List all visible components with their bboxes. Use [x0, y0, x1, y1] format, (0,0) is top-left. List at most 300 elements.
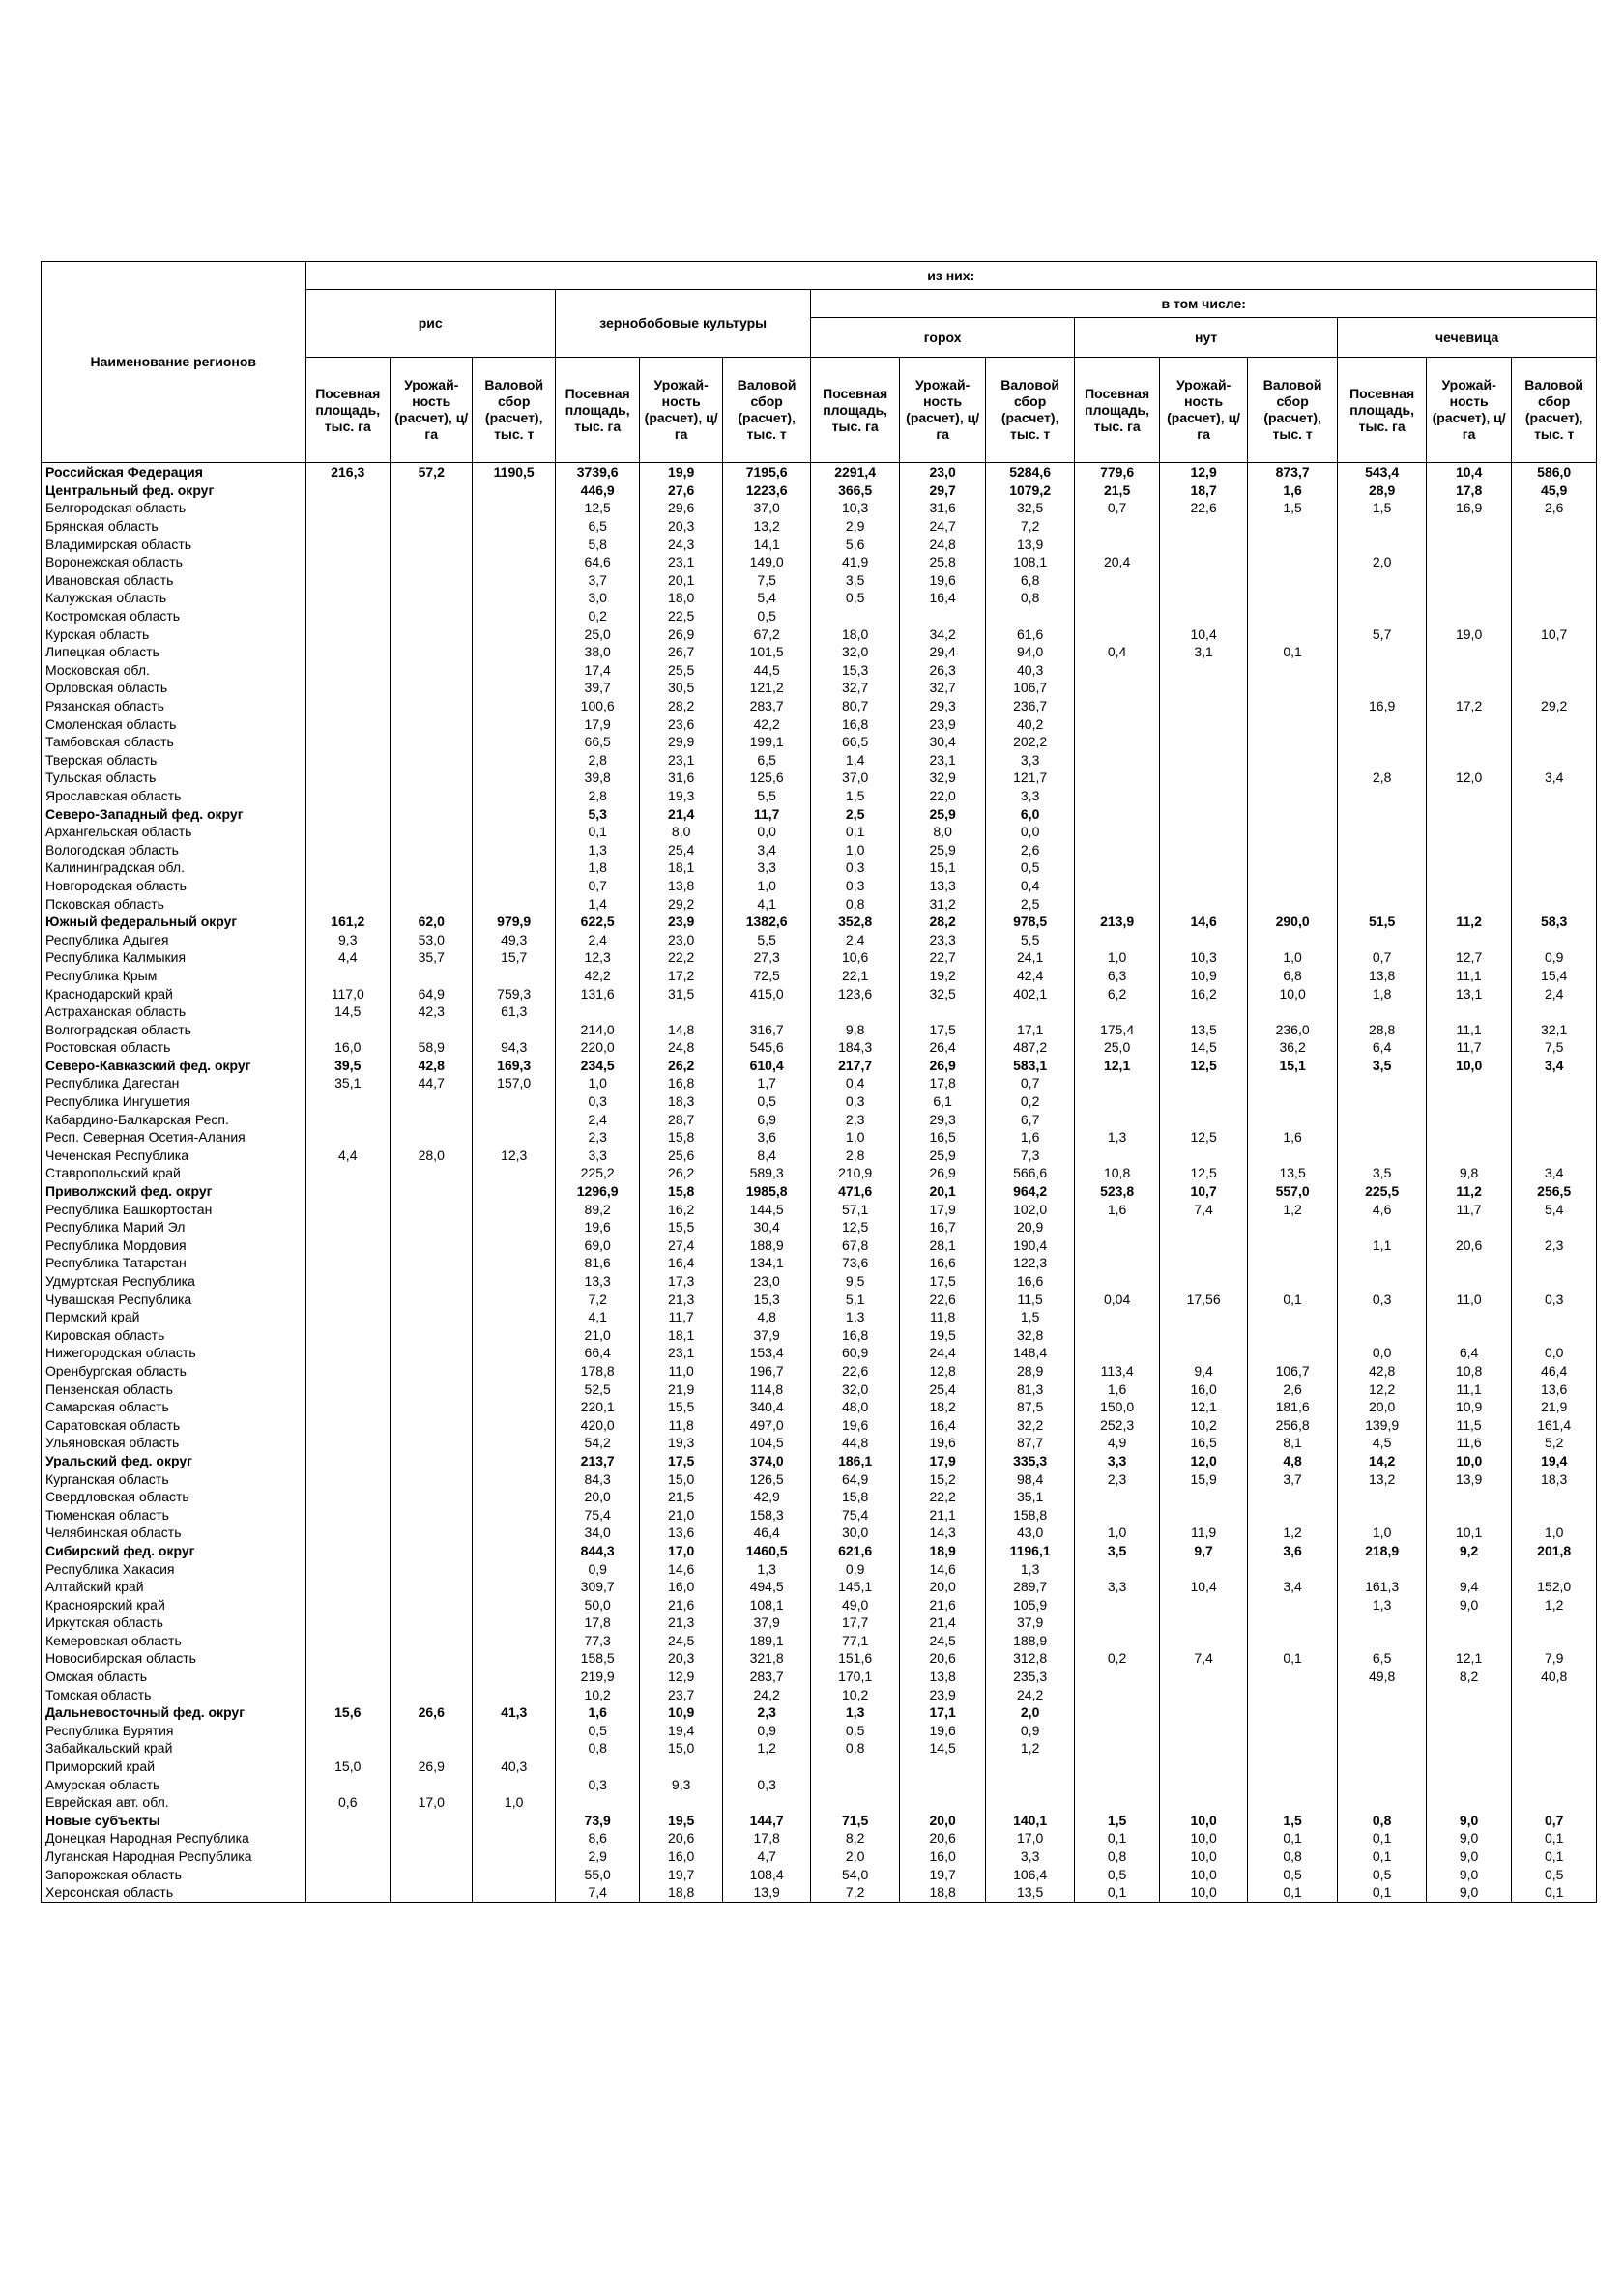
value-cell: 1,6: [555, 1703, 639, 1722]
value-cell: 0,5: [555, 1722, 639, 1740]
value-cell: [1426, 858, 1511, 877]
value-cell: 5,5: [986, 930, 1075, 948]
value-cell: 67,8: [811, 1236, 900, 1255]
value-cell: 98,4: [986, 1469, 1075, 1488]
value-cell: 15,3: [811, 661, 900, 680]
value-cell: 366,5: [811, 481, 900, 500]
table-row: [42, 1020, 1597, 1038]
value-cell: [305, 1847, 390, 1866]
value-cell: [1247, 571, 1338, 590]
value-cell: [473, 1469, 555, 1488]
value-cell: [473, 1200, 555, 1218]
region-name-cell: Запорожская область: [42, 1865, 306, 1883]
table-row: [42, 1578, 1597, 1596]
value-cell: 11,2: [1426, 1182, 1511, 1201]
table-row: [42, 1793, 1597, 1812]
value-cell: [473, 589, 555, 607]
value-cell: [1160, 1739, 1248, 1758]
value-cell: 4,1: [722, 894, 811, 913]
value-cell: [305, 894, 390, 913]
value-cell: 0,5: [1338, 1865, 1427, 1883]
region-name-cell: Кабардино-Балкарская Респ.: [42, 1110, 306, 1128]
value-cell: [391, 787, 473, 805]
value-cell: [1247, 1308, 1338, 1326]
value-cell: 2,6: [986, 840, 1075, 858]
table-row: [42, 607, 1597, 625]
value-cell: [391, 1685, 473, 1703]
value-cell: [1338, 1326, 1427, 1345]
value-cell: 21,0: [555, 1326, 639, 1345]
value-cell: 15,5: [640, 1398, 722, 1416]
value-cell: 5,7: [1338, 625, 1427, 643]
value-cell: 55,0: [555, 1865, 639, 1883]
value-cell: 32,0: [811, 1380, 900, 1398]
value-cell: [1160, 1758, 1248, 1776]
value-cell: 19,3: [640, 1434, 722, 1452]
value-cell: [473, 1847, 555, 1866]
value-cell: [1426, 1505, 1511, 1524]
value-cell: [391, 1020, 473, 1038]
value-cell: 1,0: [1338, 1524, 1427, 1542]
value-cell: 9,0: [1426, 1865, 1511, 1883]
value-cell: 18,0: [640, 589, 722, 607]
value-cell: [1247, 823, 1338, 841]
value-cell: 161,2: [305, 913, 390, 931]
value-cell: 19,6: [899, 571, 985, 590]
value-cell: [1074, 1703, 1159, 1722]
region-name-cell: Ивановская область: [42, 571, 306, 590]
value-cell: 2,3: [1074, 1469, 1159, 1488]
table-row: [42, 1469, 1597, 1488]
value-cell: [391, 625, 473, 643]
value-cell: 23,0: [640, 930, 722, 948]
value-cell: 32,2: [986, 1415, 1075, 1434]
value-cell: 1,0: [1247, 948, 1338, 967]
value-cell: 2,3: [811, 1110, 900, 1128]
value-cell: 23,6: [640, 714, 722, 733]
value-cell: [391, 714, 473, 733]
value-cell: 23,1: [640, 553, 722, 571]
region-name-cell: Забайкальский край: [42, 1739, 306, 1758]
value-cell: [1338, 751, 1427, 770]
value-cell: [1247, 1003, 1338, 1021]
value-cell: 26,9: [391, 1758, 473, 1776]
value-cell: 1,0: [473, 1793, 555, 1812]
value-cell: [391, 1308, 473, 1326]
value-cell: [1160, 930, 1248, 948]
value-cell: 225,2: [555, 1164, 639, 1182]
value-cell: 13,3: [555, 1272, 639, 1291]
table-row: [42, 535, 1597, 553]
value-cell: [391, 1722, 473, 1740]
region-name-cell: Республика Мордовия: [42, 1236, 306, 1255]
value-cell: 38,0: [555, 643, 639, 661]
value-cell: 0,1: [1074, 1883, 1159, 1902]
value-cell: [1426, 1003, 1511, 1021]
value-cell: [1074, 1236, 1159, 1255]
table-row: [42, 625, 1597, 643]
value-cell: [1247, 553, 1338, 571]
value-cell: 374,0: [722, 1452, 811, 1470]
value-cell: [473, 499, 555, 517]
value-cell: 11,5: [986, 1290, 1075, 1308]
value-cell: [1512, 571, 1597, 590]
value-cell: [1074, 858, 1159, 877]
value-cell: 108,4: [722, 1865, 811, 1883]
value-cell: 1,0: [811, 1128, 900, 1147]
value-cell: 152,0: [1512, 1578, 1597, 1596]
value-cell: [1074, 571, 1159, 590]
value-cell: 6,5: [1338, 1649, 1427, 1668]
value-cell: 26,6: [391, 1703, 473, 1722]
value-cell: 2,4: [1512, 984, 1597, 1003]
value-cell: [1247, 517, 1338, 536]
value-cell: [1426, 571, 1511, 590]
value-cell: 106,7: [986, 679, 1075, 697]
value-cell: 11,7: [640, 1308, 722, 1326]
value-cell: [1074, 877, 1159, 895]
legumes-yield-header: Урожай-ность (расчет), ц/га: [640, 358, 722, 463]
value-cell: [555, 1793, 639, 1812]
chickpea-area-header: Посевная площадь, тыс. га: [1074, 358, 1159, 463]
value-cell: [473, 1578, 555, 1596]
value-cell: 16,0: [640, 1578, 722, 1596]
value-cell: [1074, 840, 1159, 858]
region-name-cell: Курская область: [42, 625, 306, 643]
value-cell: [473, 1524, 555, 1542]
value-cell: 22,2: [640, 948, 722, 967]
value-cell: [1247, 804, 1338, 823]
value-cell: 19,6: [899, 1434, 985, 1452]
value-cell: [391, 1542, 473, 1560]
value-cell: [1426, 1793, 1511, 1812]
value-cell: 1,6: [1247, 481, 1338, 500]
value-cell: [305, 1739, 390, 1758]
value-cell: [1160, 1092, 1248, 1111]
value-cell: 34,0: [555, 1524, 639, 1542]
value-cell: 15,8: [640, 1128, 722, 1147]
value-cell: 26,9: [640, 625, 722, 643]
value-cell: [473, 751, 555, 770]
including-header: в том числе:: [811, 290, 1597, 318]
value-cell: [305, 1272, 390, 1291]
value-cell: 41,9: [811, 553, 900, 571]
value-cell: 58,3: [1512, 913, 1597, 931]
value-cell: [305, 1308, 390, 1326]
value-cell: 219,9: [555, 1668, 639, 1686]
value-cell: 20,3: [640, 1649, 722, 1668]
value-cell: [1247, 1505, 1338, 1524]
value-cell: 17,2: [640, 967, 722, 985]
value-cell: 1,5: [1247, 499, 1338, 517]
value-cell: [305, 625, 390, 643]
value-cell: 21,6: [899, 1595, 985, 1613]
value-cell: 2,4: [811, 930, 900, 948]
value-cell: 17,8: [555, 1613, 639, 1632]
table-row: [42, 840, 1597, 858]
value-cell: 24,2: [986, 1685, 1075, 1703]
value-cell: [391, 1290, 473, 1308]
value-cell: 36,2: [1247, 1038, 1338, 1057]
value-cell: 20,6: [899, 1649, 985, 1668]
value-cell: 1,5: [1074, 1812, 1159, 1830]
value-cell: [1338, 877, 1427, 895]
value-cell: [1074, 1632, 1159, 1650]
value-cell: 13,2: [1338, 1469, 1427, 1488]
value-cell: 23,7: [640, 1685, 722, 1703]
value-cell: 3,3: [1074, 1452, 1159, 1470]
table-row: [42, 894, 1597, 913]
value-cell: [473, 1883, 555, 1902]
value-cell: 844,3: [555, 1542, 639, 1560]
value-cell: 108,1: [986, 553, 1075, 571]
value-cell: 145,1: [811, 1578, 900, 1596]
value-cell: 188,9: [722, 1236, 811, 1255]
value-cell: 0,5: [1247, 1865, 1338, 1883]
value-cell: 57,2: [391, 463, 473, 481]
value-cell: [1338, 714, 1427, 733]
value-cell: 0,8: [1247, 1847, 1338, 1866]
value-cell: 5,5: [722, 787, 811, 805]
value-cell: 446,9: [555, 481, 639, 500]
value-cell: [1160, 858, 1248, 877]
value-cell: [1160, 1344, 1248, 1362]
value-cell: 40,3: [473, 1758, 555, 1776]
value-cell: 15,2: [899, 1469, 985, 1488]
value-cell: [1338, 1092, 1427, 1111]
value-cell: 1,3: [722, 1559, 811, 1578]
value-cell: 13,3: [899, 877, 985, 895]
value-cell: 57,1: [811, 1200, 900, 1218]
chickpea-gross-header: Валовой сбор (расчет), тыс. т: [1247, 358, 1338, 463]
value-cell: 14,8: [640, 1020, 722, 1038]
value-cell: 2,3: [555, 1128, 639, 1147]
value-cell: 1,2: [1247, 1524, 1338, 1542]
value-cell: [1247, 1668, 1338, 1686]
value-cell: [473, 714, 555, 733]
value-cell: [473, 517, 555, 536]
region-name-cell: Архангельская область: [42, 823, 306, 841]
value-cell: [811, 607, 900, 625]
value-cell: [473, 1398, 555, 1416]
value-cell: 6,4: [1426, 1344, 1511, 1362]
region-name-cell: Донецкая Народная Республика: [42, 1829, 306, 1847]
value-cell: [473, 1434, 555, 1452]
value-cell: 29,2: [1512, 697, 1597, 715]
value-cell: 25,9: [899, 840, 985, 858]
value-cell: [1338, 1003, 1427, 1021]
value-cell: 153,4: [722, 1344, 811, 1362]
table-row: [42, 1128, 1597, 1147]
value-cell: 6,3: [1074, 967, 1159, 985]
rice-header: рис: [305, 290, 555, 358]
value-cell: [473, 1668, 555, 1686]
value-cell: [1338, 1739, 1427, 1758]
region-name-cell: Республика Марий Эл: [42, 1218, 306, 1236]
value-cell: 26,2: [640, 1164, 722, 1182]
value-cell: 23,1: [640, 1344, 722, 1362]
value-cell: [391, 1847, 473, 1866]
value-cell: 0,5: [1512, 1865, 1597, 1883]
value-cell: 9,3: [305, 930, 390, 948]
value-cell: [1160, 553, 1248, 571]
value-cell: [1074, 733, 1159, 751]
value-cell: 190,4: [986, 1236, 1075, 1255]
value-cell: [1074, 930, 1159, 948]
value-cell: 14,2: [1338, 1452, 1427, 1470]
value-cell: [473, 840, 555, 858]
value-cell: [1247, 1488, 1338, 1506]
value-cell: [1247, 1595, 1338, 1613]
table-row: [42, 571, 1597, 590]
value-cell: [473, 894, 555, 913]
value-cell: 108,1: [722, 1595, 811, 1613]
table-row: [42, 714, 1597, 733]
table-row: [42, 967, 1597, 985]
value-cell: 42,2: [722, 714, 811, 733]
value-cell: [1247, 714, 1338, 733]
value-cell: 20,0: [555, 1488, 639, 1506]
table-row: [42, 1415, 1597, 1434]
value-cell: 14,6: [640, 1559, 722, 1578]
table-row: [42, 913, 1597, 931]
value-cell: 10,2: [811, 1685, 900, 1703]
value-cell: 17,5: [640, 1452, 722, 1470]
value-cell: 0,1: [555, 823, 639, 841]
value-cell: [1160, 661, 1248, 680]
value-cell: [1247, 1074, 1338, 1092]
value-cell: [473, 607, 555, 625]
region-name-cell: Тверская область: [42, 751, 306, 770]
value-cell: 17,5: [899, 1272, 985, 1291]
value-cell: [305, 1110, 390, 1128]
value-cell: 0,1: [811, 823, 900, 841]
value-cell: 7,4: [1160, 1200, 1248, 1218]
value-cell: [473, 1865, 555, 1883]
value-cell: [1426, 787, 1511, 805]
value-cell: [1247, 535, 1338, 553]
value-cell: 0,8: [986, 589, 1075, 607]
value-cell: [1074, 1595, 1159, 1613]
value-cell: [305, 1775, 390, 1793]
value-cell: 471,6: [811, 1182, 900, 1201]
value-cell: 12,0: [1160, 1452, 1248, 1470]
value-cell: [1338, 535, 1427, 553]
value-cell: 1,8: [1338, 984, 1427, 1003]
value-cell: 17,9: [899, 1200, 985, 1218]
value-cell: 3,3: [555, 1147, 639, 1165]
value-cell: [1160, 571, 1248, 590]
value-cell: [305, 553, 390, 571]
region-name-cell: Челябинская область: [42, 1524, 306, 1542]
value-cell: 34,2: [899, 625, 985, 643]
value-cell: 188,9: [986, 1632, 1075, 1650]
value-cell: 16,2: [640, 1200, 722, 1218]
value-cell: [305, 1722, 390, 1740]
value-cell: 8,6: [555, 1829, 639, 1847]
value-cell: [305, 1578, 390, 1596]
value-cell: [1160, 517, 1248, 536]
value-cell: 0,1: [1247, 643, 1338, 661]
value-cell: 10,3: [1160, 948, 1248, 967]
value-cell: 16,0: [899, 1847, 985, 1866]
value-cell: 61,3: [473, 1003, 555, 1021]
table-row: [42, 1505, 1597, 1524]
table-row: [42, 1775, 1597, 1793]
value-cell: [1426, 1739, 1511, 1758]
value-cell: [305, 1812, 390, 1830]
value-cell: [1338, 1559, 1427, 1578]
value-cell: [1074, 1775, 1159, 1793]
lentil-yield-header: Урожай-ность (расчет), ц/га: [1426, 358, 1511, 463]
value-cell: [1247, 1326, 1338, 1345]
value-cell: 27,4: [640, 1236, 722, 1255]
value-cell: [1512, 679, 1597, 697]
value-cell: 0,6: [305, 1793, 390, 1812]
value-cell: 7,2: [986, 517, 1075, 536]
value-cell: 873,7: [1247, 463, 1338, 481]
value-cell: 0,3: [555, 1775, 639, 1793]
value-cell: 3,7: [555, 571, 639, 590]
value-cell: 15,1: [899, 858, 985, 877]
value-cell: [305, 661, 390, 680]
value-cell: [391, 751, 473, 770]
value-cell: 20,1: [899, 1182, 985, 1201]
value-cell: 134,1: [722, 1254, 811, 1272]
value-cell: [473, 625, 555, 643]
table-row: [42, 1003, 1597, 1021]
value-cell: [1160, 1793, 1248, 1812]
value-cell: 10,0: [1160, 1812, 1248, 1830]
region-name-cell: Костромская область: [42, 607, 306, 625]
value-cell: 22,1: [811, 967, 900, 985]
value-cell: 312,8: [986, 1649, 1075, 1668]
value-cell: [1512, 714, 1597, 733]
value-cell: 48,0: [811, 1398, 900, 1416]
value-cell: 170,1: [811, 1668, 900, 1686]
value-cell: [1512, 1613, 1597, 1632]
value-cell: [305, 589, 390, 607]
value-cell: 26,3: [899, 661, 985, 680]
value-cell: 24,4: [899, 1344, 985, 1362]
value-cell: [473, 1128, 555, 1147]
value-cell: [391, 840, 473, 858]
value-cell: [1160, 697, 1248, 715]
value-cell: [1512, 1092, 1597, 1111]
value-cell: [305, 840, 390, 858]
value-cell: 13,9: [986, 535, 1075, 553]
value-cell: 60,9: [811, 1344, 900, 1362]
value-cell: 13,8: [640, 877, 722, 895]
value-cell: 3,1: [1160, 643, 1248, 661]
value-cell: 316,7: [722, 1020, 811, 1038]
value-cell: [473, 787, 555, 805]
value-cell: 0,0: [1338, 1344, 1427, 1362]
table-row: [42, 661, 1597, 680]
value-cell: 150,0: [1074, 1398, 1159, 1416]
value-cell: [305, 1595, 390, 1613]
value-cell: 16,8: [811, 1326, 900, 1345]
value-cell: [1160, 877, 1248, 895]
value-cell: [1074, 661, 1159, 680]
value-cell: 13,2: [722, 517, 811, 536]
value-cell: 72,5: [722, 967, 811, 985]
value-cell: [640, 1793, 722, 1812]
value-cell: [722, 1793, 811, 1812]
value-cell: 20,0: [1338, 1398, 1427, 1416]
value-cell: 11,6: [1426, 1434, 1511, 1452]
value-cell: 1,0: [555, 1074, 639, 1092]
